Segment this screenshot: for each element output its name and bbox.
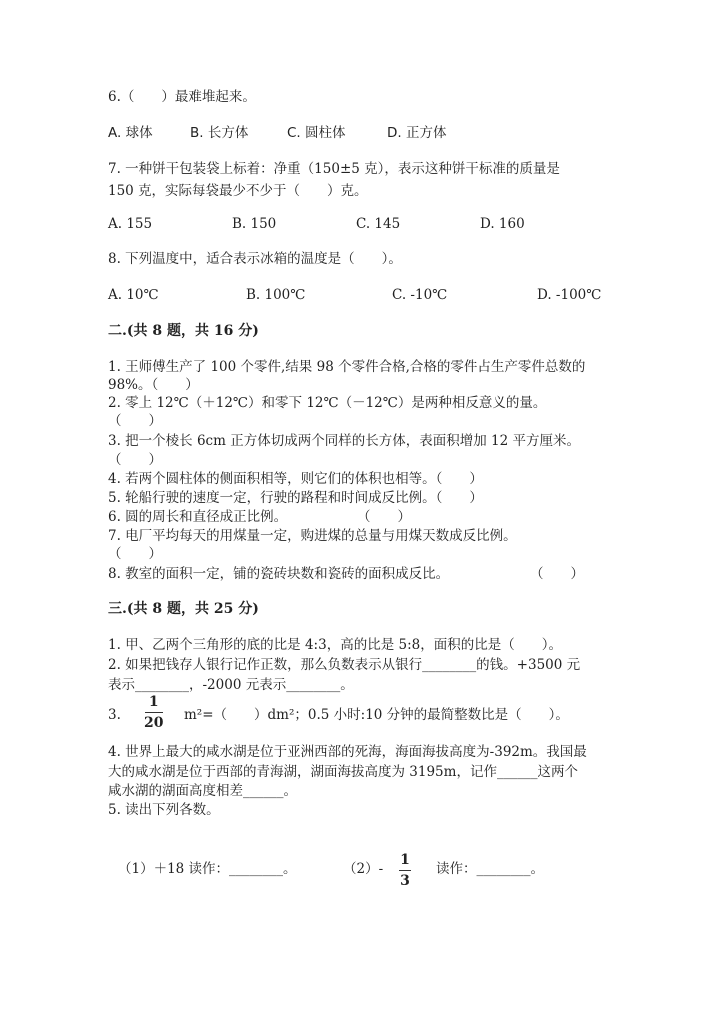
q6-option-c: C. 圆柱体	[287, 125, 346, 141]
q6-stem: 6.（ ）最难堆起来。	[108, 89, 256, 105]
q8-stem: 8. 下列温度中，适合表示冰箱的温度是（ ）。	[108, 251, 402, 267]
q7-option-c: C. 145	[356, 216, 401, 232]
s3-q5-item2-fraction	[399, 852, 411, 889]
s3-q3-number: 3.	[108, 707, 121, 723]
s2-q8-blank: （ ）	[530, 566, 584, 582]
s3-q3-text: m²=（ ）dm²；0.5 小时:10 分钟的最简整数比是（ ）。	[184, 707, 569, 723]
s3-q2-line2: 表示________，-2000 元表示________。	[108, 677, 354, 693]
s3-q2-line1: 2. 如果把钱存人银行记作正数，那么负数表示从银行________的钱。+3500 元	[108, 657, 581, 673]
section2-title: 二.(共 8 题，共 16 分)	[108, 323, 259, 339]
fraction-numerator: 1	[148, 694, 159, 710]
q7-option-d: D. 160	[480, 216, 525, 232]
s3-q5-item2-prefix: （2）-	[343, 861, 384, 877]
q6-option-d: D. 正方体	[387, 125, 447, 141]
fraction-denominator: 3	[400, 873, 410, 889]
s2-q3-line2: （ ）	[108, 452, 162, 468]
q8-option-d: D. -100℃	[537, 287, 602, 303]
section3-title: 三.(共 8 题，共 25 分)	[108, 601, 259, 617]
s2-q6-blank: （ ）	[357, 509, 411, 525]
s2-q6: 6. 圆的周长和直径成正比例。	[108, 509, 288, 525]
fraction-bar	[145, 712, 163, 713]
q8-option-c: C. -10℃	[392, 287, 448, 303]
s3-q5-item1: （1）＋18 读作：________。	[118, 861, 297, 877]
s3-q4-line3: 咸水湖的湖面高度相差______。	[108, 783, 297, 799]
s3-q4-line1: 4. 世界上最大的咸水湖是位于亚洲西部的死海，海面海拔高度为-392m。我国最	[108, 744, 587, 760]
s3-q5: 5. 读出下列各数。	[108, 802, 220, 818]
s2-q5: 5. 轮船行驶的速度一定，行驶的路程和时间成反比例。（ ）	[108, 490, 483, 506]
fraction-denominator: 20	[144, 715, 164, 731]
fraction-numerator: 1	[400, 852, 410, 868]
fraction-bar	[399, 870, 411, 871]
s2-q2-line2: （ ）	[108, 413, 162, 429]
q7-option-b: B. 150	[232, 216, 277, 232]
s2-q7-line1: 7. 电厂平均每天的用煤量一定，购进煤的总量与用煤天数成反比例。	[108, 528, 517, 544]
s2-q3-line1: 3. 把一个棱长 6cm 正方体切成两个同样的长方体，表面积增加 12 平方厘米。	[108, 433, 580, 449]
s2-q1-line2: 98%。（ ）	[108, 377, 199, 393]
q8-option-a: A. 10℃	[108, 287, 159, 303]
q6-option-b: B. 长方体	[190, 125, 249, 141]
s2-q8: 8. 教室的面积一定，铺的瓷砖块数和瓷砖的面积成反比。	[108, 566, 450, 582]
s2-q7-line2: （ ）	[108, 546, 162, 562]
s2-q1-line1: 1. 王师傅生产了 100 个零件,结果 98 个零件合格,合格的零件占生产零件总数的	[108, 359, 586, 375]
s2-q4: 4. 若两个圆柱体的侧面积相等，则它们的体积也相等。（ ）	[108, 471, 483, 487]
q7-stem-line1: 7. 一种饼干包装袋上标着：净重（150±5 克），表示这种饼干标准的质量是	[108, 161, 560, 177]
q6-option-a: A. 球体	[108, 125, 153, 141]
q7-stem-line2: 150 克，实际每袋最少不少于（ ）克。	[108, 183, 368, 199]
q8-option-b: B. 100℃	[246, 287, 306, 303]
s3-q3-fraction	[144, 694, 163, 731]
s3-q1: 1. 甲、乙两个三角形的底的比是 4:3，高的比是 5:8，面积的比是（ ）。	[108, 637, 562, 653]
s2-q2-line1: 2. 零上 12℃（＋12℃）和零下 12℃（－12℃）是两种相反意义的量。	[108, 395, 547, 411]
q7-option-a: A. 155	[108, 216, 153, 232]
s3-q4-line2: 大的咸水湖是位于西部的青海湖，湖面海拔高度为 3195m，记作______这两个	[108, 764, 578, 780]
s3-q5-item2-suffix: 读作：________。	[436, 861, 544, 877]
